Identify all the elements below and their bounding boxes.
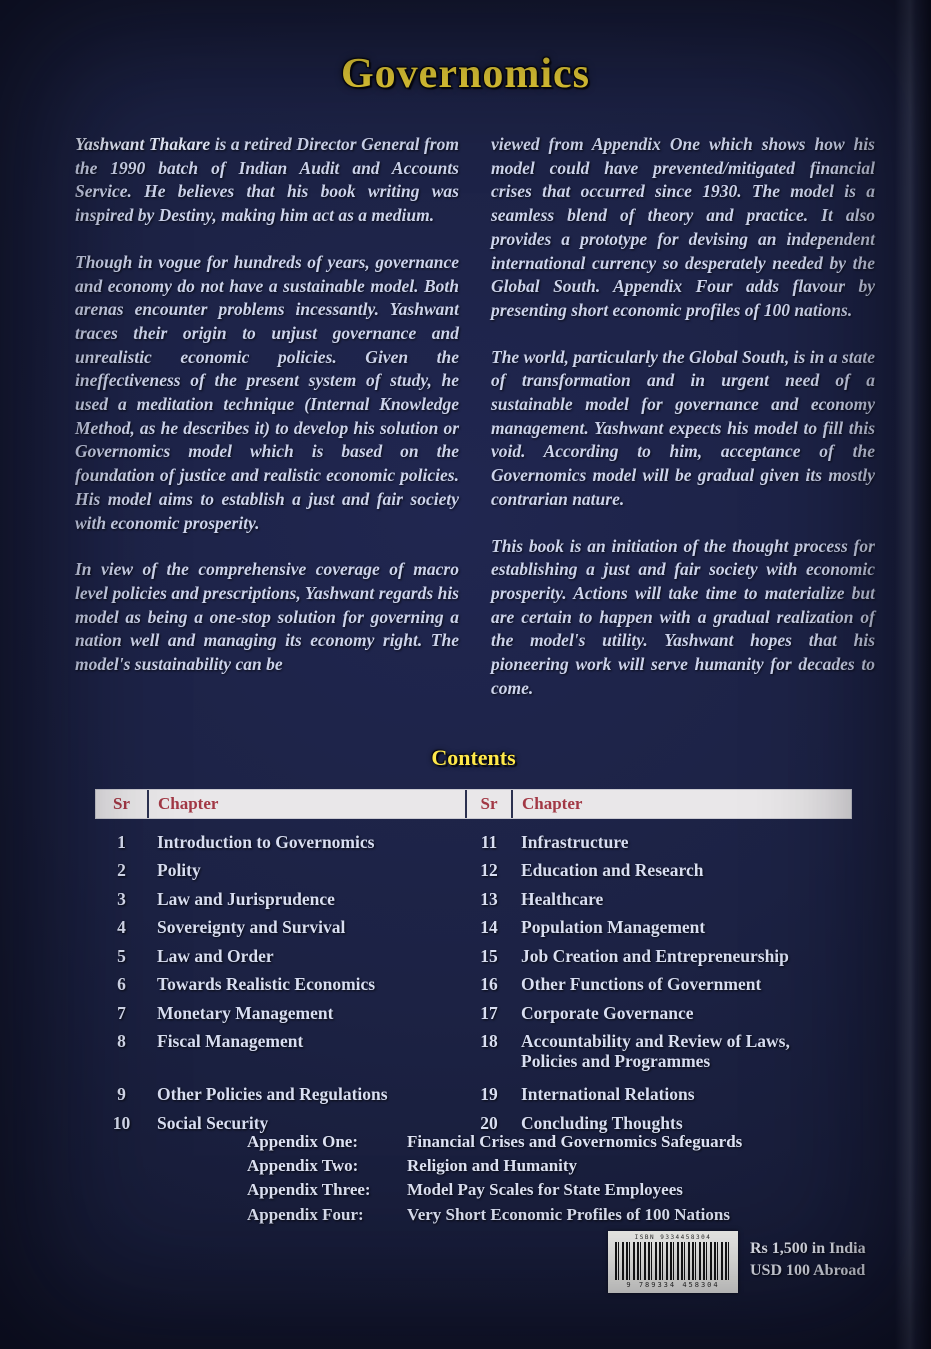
chapter-title: Education and Research <box>521 860 704 880</box>
price-india: Rs 1,500 in India <box>750 1240 866 1257</box>
chapter-number: 13 <box>480 888 498 909</box>
chapter-number: 2 <box>117 860 126 880</box>
chapter-number: 9 <box>117 1084 126 1104</box>
chapter-title: Accountability and Review of Laws, Policies and Programmes <box>521 1031 790 1071</box>
chapter-title: Social Security <box>157 1112 269 1133</box>
about-paragraph: Though in vogue for hundreds of years, governance and economy do not have a sustainable model. Both arenas encounter problems incessantly. Yashwant traces their origin to unjust governance and unrealistic economic policies. Given the ineffectiveness of the present system of study, he used a meditation technique (Internal Knowledge Method, as he describes it) to develop his solution or Governomics model which is based on the foundation of justice and realistic economic policies. His model aims to establish a just and fair society with economic prosperity. <box>75 251 459 533</box>
appendix-list <box>247 1130 742 1227</box>
about-paragraph-text: is a retired Director General from the 1990 batch of Indian Audit and Accounts Service. He believes that his book writing was inspired by Destiny, making him act as a medium. <box>75 134 459 226</box>
chapter-title: Introduction to Governomics <box>157 831 375 852</box>
chapter-number: 4 <box>117 917 126 937</box>
header-sr-left: Sr <box>96 790 149 818</box>
barcode-digits: 9 789334 458304 <box>626 1281 720 1289</box>
contents-table-body <box>95 828 852 1138</box>
chapter-title: Other Functions of Government <box>521 974 762 994</box>
appendix-title: Religion and Humanity <box>407 1156 578 1176</box>
about-paragraph <box>75 133 459 228</box>
table-row <box>95 828 852 857</box>
table-row <box>95 1028 852 1076</box>
chapter-number: 10 <box>112 1112 131 1133</box>
chapter-number: 11 <box>480 831 498 852</box>
table-row <box>95 857 852 886</box>
chapter-title: Law and Jurisprudence <box>157 888 335 909</box>
table-row <box>95 1081 852 1110</box>
chapter-title: Healthcare <box>521 888 604 909</box>
about-left-column <box>75 133 459 723</box>
chapter-number: 12 <box>480 860 498 880</box>
about-paragraph: The world, particularly the Global South, is in a state of transformation and in urgent need of a sustainable model for governance and economy management. Yashwant expects his model to fill this void. According to him, acceptance of the Governomics model will be gradual given its mostly contrarian nature. <box>491 346 875 509</box>
appendix-item <box>247 1154 742 1178</box>
appendix-title: Very Short Economic Profiles of 100 Nations <box>407 1204 730 1224</box>
chapter-title: Job Creation and Entrepreneurship <box>521 945 789 966</box>
chapter-number: 1 <box>117 831 126 852</box>
about-paragraph: This book is an initiation of the thought process for establishing a just and fair society with economic prosperity. Actions will take time to materialize but are certain to happen with a gradual realization of the model's utility. Yashwant hopes that his pioneering work will serve humanity for decades to come. <box>491 535 875 698</box>
contents-heading: Contents <box>431 745 516 770</box>
about-paragraph: In view of the comprehensive coverage of macro level policies and prescriptions, Yashwant regards his model as being a one-stop solution for governing a nation well and managing its economy right. The model's sustainability can be <box>75 559 459 675</box>
chapter-number: 17 <box>480 1002 498 1023</box>
chapter-title: Law and Order <box>157 945 274 966</box>
chapter-number: 5 <box>117 945 126 966</box>
appendix-title: Model Pay Scales for State Employees <box>407 1180 683 1200</box>
chapter-title: Polity <box>157 860 201 880</box>
price-abroad: USD 100 Abroad <box>750 1261 866 1279</box>
chapter-title: Monetary Management <box>157 1002 334 1023</box>
contents-table-header <box>95 789 852 819</box>
chapter-title: Infrastructure <box>521 831 629 852</box>
appendix-item <box>247 1203 742 1227</box>
chapter-number: 15 <box>480 945 498 966</box>
chapter-number: 6 <box>117 974 126 994</box>
chapter-title: Towards Realistic Economics <box>157 974 376 994</box>
table-row <box>95 885 852 914</box>
chapter-title: Population Management <box>521 917 706 937</box>
chapter-number: 18 <box>480 1031 498 1051</box>
contents-table <box>95 789 852 1138</box>
author-name: Yashwant Thakare <box>75 134 211 154</box>
appendix-item <box>247 1130 742 1154</box>
about-right-column <box>491 133 875 723</box>
barcode-isbn-text: ISBN 9334458304 <box>634 1234 712 1241</box>
appendix-item <box>247 1178 742 1202</box>
chapter-number: 14 <box>480 917 498 937</box>
table-row <box>95 999 852 1028</box>
chapter-number: 19 <box>480 1084 498 1104</box>
chapter-number: 3 <box>117 888 126 909</box>
about-paragraph: viewed from Appendix One which shows how his model could have prevented/mitigated financial crises that occurred since 1930. The model is a seamless blend of theory and practice. It also provides a prototype for devising an independent international currency so desperately needed by the Global South. Appendix Four adds flavour by presenting short economic profiles of 100 nations. <box>491 134 875 320</box>
header-chapter-right: Chapter <box>522 794 583 813</box>
appendix-title: Financial Crises and Governomics Safeguards <box>407 1132 743 1151</box>
chapter-title: Fiscal Management <box>157 1031 304 1051</box>
appendix-label: Appendix Two: <box>247 1156 359 1176</box>
table-row <box>95 914 852 943</box>
chapter-number: 20 <box>480 1112 498 1133</box>
about-author-section <box>75 133 875 723</box>
header-sr-right: Sr <box>467 790 513 818</box>
book-page-edge <box>895 0 931 1349</box>
chapter-title: International Relations <box>521 1084 695 1104</box>
book-title: Governomics <box>341 51 590 97</box>
header-chapter-left: Chapter <box>149 790 467 818</box>
appendix-label: Appendix Four: <box>247 1204 364 1224</box>
chapter-title: Sovereignty and Survival <box>157 917 346 937</box>
table-row <box>95 942 852 971</box>
appendix-label: Appendix One: <box>247 1132 358 1151</box>
chapter-title: Corporate Governance <box>521 1002 694 1023</box>
chapter-number: 8 <box>117 1031 126 1051</box>
table-row <box>95 971 852 1000</box>
chapter-number: 16 <box>480 974 498 994</box>
price-block <box>750 1238 866 1281</box>
isbn-barcode <box>608 1231 738 1293</box>
appendix-label: Appendix Three: <box>247 1180 371 1200</box>
chapter-title: Concluding Thoughts <box>521 1112 683 1133</box>
chapter-number: 7 <box>117 1002 126 1023</box>
barcode-bars <box>615 1242 731 1280</box>
chapter-title: Other Policies and Regulations <box>157 1084 388 1104</box>
